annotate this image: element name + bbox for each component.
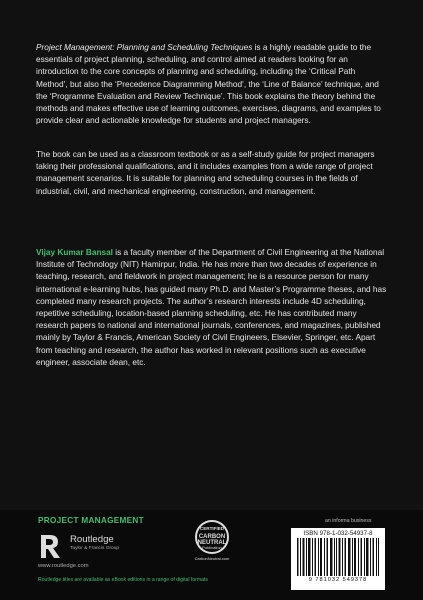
description-text: is a highly readable guide to the essentials of project planning, scheduling, and control aimed at readers looking for an introduction to the core concepts of planning and scheduling, including the ‘Critical Path Method’, but also the ‘Precedence Diagramming Method’, the ‘Line of Balance’ technique, and the ‘Programme Evaluation and Review Technique’. This book explains the theory behind the methods and makes effective use of learning outcomes, exercises, diagrams, and examples to provide clear and actionable knowledge for students and project managers. [36, 42, 381, 126]
book-title-italic: Project Management: Planning and Scheduling Techniques [36, 42, 253, 52]
author-bio-text: is a faculty member of the Department of Civil Engineering at the National Institute of Technology (NIT) Hamirpur, India. He has more than two decades of experience in teaching, research, and fieldwork in project management; he is a resource person for many international e-learning hubs, has guided many Ph.D. and Master’s Programme theses, and has completed many research projects. The author’s research interests include 4D scheduling, repetitive scheduling, location-based planning scheduling, etc. He has contributed many research papers to national and international journals, conferences, and magazines, published mainly by Taylor & Francis, American Society of Civil Engineers, Elsevier, Springer, etc. Apart from teaching and research, the author has worked in relevant positions such as executive engineer, associate dean, etc. [36, 247, 387, 367]
routledge-logo-icon [38, 531, 68, 561]
routledge-url: www.routledge.com [38, 563, 89, 569]
description-paragraph-2: The book can be used as a classroom textbook or as a self-study guide for project managers taking their professional qualifications, and it includes examples from a wide range of project management scenarios. It is suitable for planning and scheduling courses in the fields of industrial, civil, and mechanical engineering, construction, and management. [36, 149, 375, 196]
author-name: Vijay Kumar Bansal [36, 247, 113, 257]
carbon-neutral-badge [188, 520, 236, 578]
barcode-icon [297, 538, 379, 576]
cn-top: CERTIFIED [199, 526, 225, 531]
category-label: PROJECT MANAGEMENT [38, 516, 144, 525]
barcode-number: 9 781032 549378 [308, 577, 368, 583]
carbon-neutral-icon [195, 520, 229, 554]
routledge-subtitle: Taylor & Francis Group [70, 546, 120, 551]
isbn-barcode [291, 528, 385, 590]
cn-url: CarbonNeutral.com [194, 556, 230, 561]
routledge-title: Routledge [70, 534, 114, 545]
isbn-text: ISBN 978-1-032-54937-8 [303, 530, 373, 537]
publisher-tagline: an informa business [325, 518, 372, 524]
cn-mid: CARBON NEUTRAL [197, 534, 227, 546]
description-paragraph-1 [36, 41, 388, 126]
cn-bottom: Publication [202, 545, 222, 550]
author-bio [36, 246, 388, 368]
ebook-footer-note: Routledge titles are available as eBook editions in a range of digital formats [38, 577, 208, 583]
